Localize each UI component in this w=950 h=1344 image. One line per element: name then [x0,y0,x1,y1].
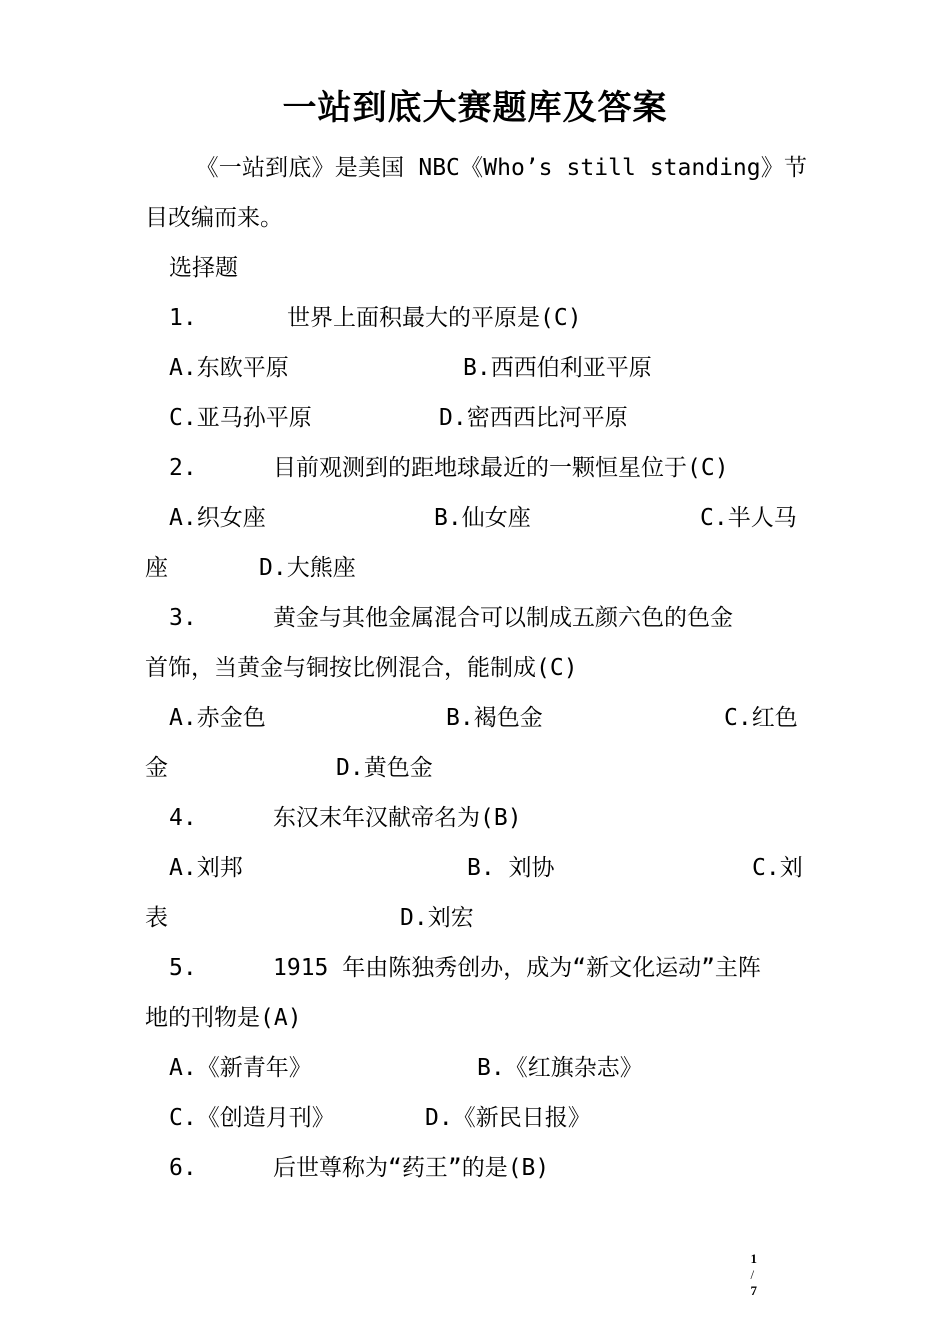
option-d: D.刘宏 [400,905,474,931]
option-b: B.《红旗杂志》 [477,1055,643,1081]
option-c-continuation: 金 [145,755,168,781]
question-text: 目前观测到的距地球最近的一颗恒星位于(C) [273,455,729,481]
option-a: A.东欧平原 [169,355,289,381]
question-number: 5. [169,955,197,981]
question-text: 黄金与其他金属混合可以制成五颜六色的色金 [273,605,733,631]
option-c-continuation: 表 [145,905,168,931]
option-d: D.黄色金 [336,755,433,781]
option-b: B.褐色金 [446,705,543,731]
question-text: 东汉末年汉献帝名为(B) [273,805,522,831]
option-c: C.红色 [724,705,798,731]
question-number: 1. [169,305,197,331]
option-a: A.赤金色 [169,705,266,731]
option-a: A.刘邦 [169,855,243,881]
document-title: 一站到底大赛题库及答案 [282,88,668,128]
question-text: 世界上面积最大的平原是(C) [287,305,582,331]
question-text: 1915 年由陈独秀创办，成为“新文化运动”主阵 [273,955,761,981]
question-text-continuation: 首饰，当黄金与铜按比例混合，能制成(C) [145,655,578,681]
question-number: 6. [169,1155,197,1181]
option-d: D.密西西比河平原 [439,405,628,431]
section-label: 选择题 [169,255,238,281]
option-a: A.织女座 [169,505,266,531]
option-a: A.《新青年》 [169,1055,312,1081]
question-number: 4. [169,805,197,831]
option-c: C.半人马 [700,505,797,531]
option-d: D.《新民日报》 [425,1105,591,1131]
option-c-continuation: 座 [145,555,168,581]
intro-paragraph: 《一站到底》是美国 NBC《Who’s still standing》节目改编而来。 [145,155,807,231]
page-footer [744,1235,757,1299]
page-separator: / [750,1267,755,1282]
option-c: C.亚马孙平原 [169,405,312,431]
question-number: 2. [169,455,197,481]
option-b: B. 刘协 [467,855,555,881]
page-current: 1 [750,1251,757,1266]
page-total: 7 [750,1283,757,1298]
option-b: B.西西伯利亚平原 [463,355,652,381]
option-c: C.刘 [752,855,803,881]
option-d: D.大熊座 [259,555,356,581]
question-text: 后世尊称为“药王”的是(B) [273,1155,550,1181]
question-text-continuation: 地的刊物是(A) [145,1005,302,1031]
question-number: 3. [169,605,197,631]
option-c: C.《创造月刊》 [169,1105,335,1131]
option-b: B.仙女座 [434,505,531,531]
